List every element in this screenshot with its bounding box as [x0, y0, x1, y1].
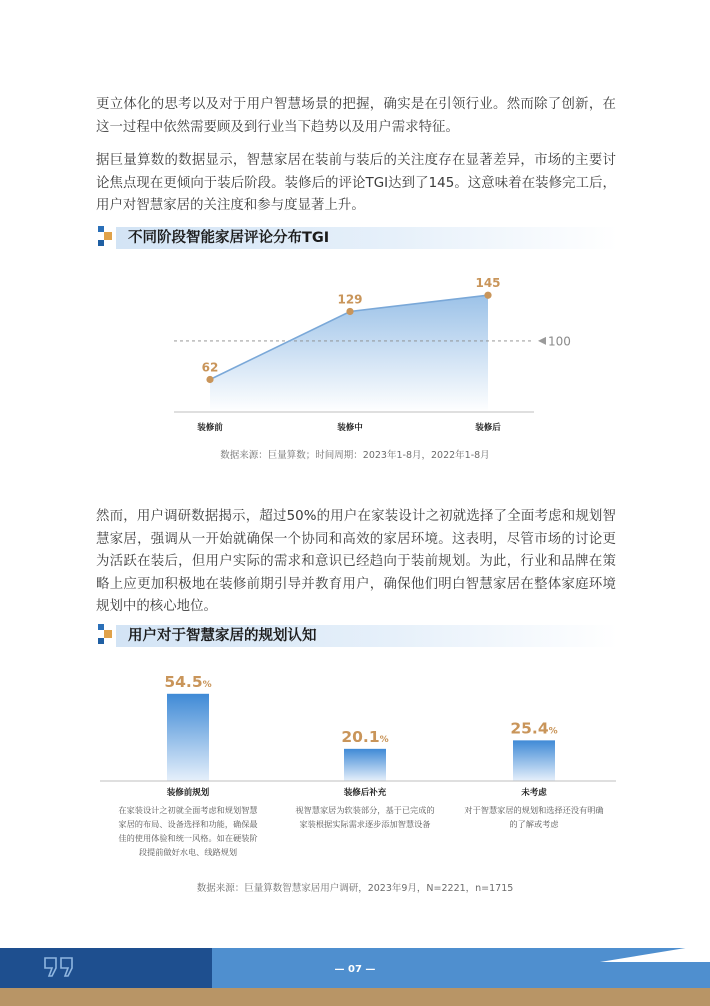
bar-value-label: [510, 719, 557, 737]
footer-notch: [600, 944, 710, 962]
bar-description: [106, 803, 270, 859]
reference-arrow-icon: [538, 337, 546, 345]
footer-band-dark: [0, 948, 212, 988]
bar-description-line: 在家装设计之初就全面考虑和规划智慧: [118, 805, 258, 815]
section-title: 用户对于智慧家居的规划认知: [128, 628, 317, 644]
chart-source-1: 数据来源：巨量算数；时间周期：2023年1-8月，2022年1-8月: [220, 450, 490, 461]
bar-value-unit: %: [202, 679, 212, 690]
body-paragraph-1: 更立体化的思考以及对于用户智慧场景的把握，确实是在引领行业。然而除了创新，在这一过程中依然需要顾及到行业当下趋势以及用户需求特征。: [96, 97, 616, 135]
planning-bar-chart: [100, 664, 616, 789]
x-tick-label: 装修中: [337, 423, 363, 433]
bar-category-label: 装修前规划: [166, 788, 210, 798]
bar-category-label: 未考虑: [521, 788, 547, 798]
bar-description-line: 段提前做好水电、线路规划: [138, 847, 238, 857]
section-marker-square: [98, 240, 104, 246]
footer-gold-strip: [0, 988, 710, 1006]
section-title: 不同阶段智能家居评论分布TGI: [128, 230, 330, 246]
tgi-value-label: 129: [337, 292, 363, 307]
body-paragraph-2: 据巨量算数的数据显示，智慧家居在装前与装后的关注度存在显著差异，市场的主要讨论焦点现在更倾向于装后阶段。装修后的评论TGI达到了145。这意味着在装修完工后，用户对智慧家居的关注度和参与度显著上升。: [96, 153, 616, 214]
page-number: — 07 —: [334, 964, 376, 975]
bar-value-label: [341, 728, 388, 746]
bar-category-label: 装修后补充: [343, 788, 387, 798]
planning-bar: [513, 740, 555, 781]
bar-description-line: 视智慧家居为软装部分，基于已完成的: [295, 805, 435, 815]
bar-value-number: 54.5: [164, 672, 203, 691]
bar-description-line: 对于智慧家居的规划和选择还没有明确: [464, 805, 604, 815]
bar-description-line: 的了解或考虑: [509, 819, 559, 829]
bar-description-line: 佳的使用体验和统一风格。如在硬装阶: [118, 833, 258, 843]
bar-description-line: 家装根据实际需求逐步添加智慧设备: [299, 819, 431, 829]
bar-value-number: 20.1: [341, 727, 380, 746]
planning-bar: [167, 694, 209, 781]
bar-description-line: 家居的布局、设备选择和功能，确保最: [118, 819, 258, 829]
quote-mark-icon: [42, 956, 76, 978]
bar-value-label: [164, 673, 211, 691]
reference-label: 100: [548, 334, 571, 349]
bar-description: [452, 803, 616, 831]
body-paragraph-3: 然而，用户调研数据揭示，超过50%的用户在家装设计之初就选择了全面考虑和规划智慧家居，强调从一开始就确保一个协同和高效的家居环境。这表明，尽管市场的讨论更为活跃在装后，但用户实际的需求和意识已经趋向于装前规划。为此，行业和品牌在策略上应更加积极地在装修前期引导并教育用户，确保他们明白智慧家居在整体家庭环境规划中的核心地位。: [96, 509, 616, 615]
tgi-line-chart: [150, 270, 590, 440]
section-header-planning: [98, 624, 618, 648]
x-tick-label: 装修前: [197, 423, 223, 433]
tgi-point: [346, 308, 353, 315]
tgi-point: [484, 292, 491, 299]
bar-value-unit: %: [379, 734, 389, 745]
tgi-point: [206, 376, 213, 383]
bar-value-number: 25.4: [510, 719, 549, 738]
bar-description: [283, 803, 447, 831]
chart-source-2: 数据来源：巨量算数智慧家居用户调研，2023年9月，N=2221，n=1715: [196, 883, 514, 894]
x-tick-label: 装修后: [475, 423, 501, 433]
page-footer: [0, 944, 710, 1006]
bar-value-unit: %: [548, 726, 558, 737]
section-marker-square-accent: [104, 630, 112, 638]
planning-bar: [344, 749, 386, 781]
section-marker-square-accent: [104, 232, 112, 240]
section-marker-square: [98, 638, 104, 644]
tgi-value-label: 62: [201, 360, 219, 375]
section-header-tgi: [98, 226, 618, 250]
tgi-value-label: 145: [475, 276, 501, 291]
